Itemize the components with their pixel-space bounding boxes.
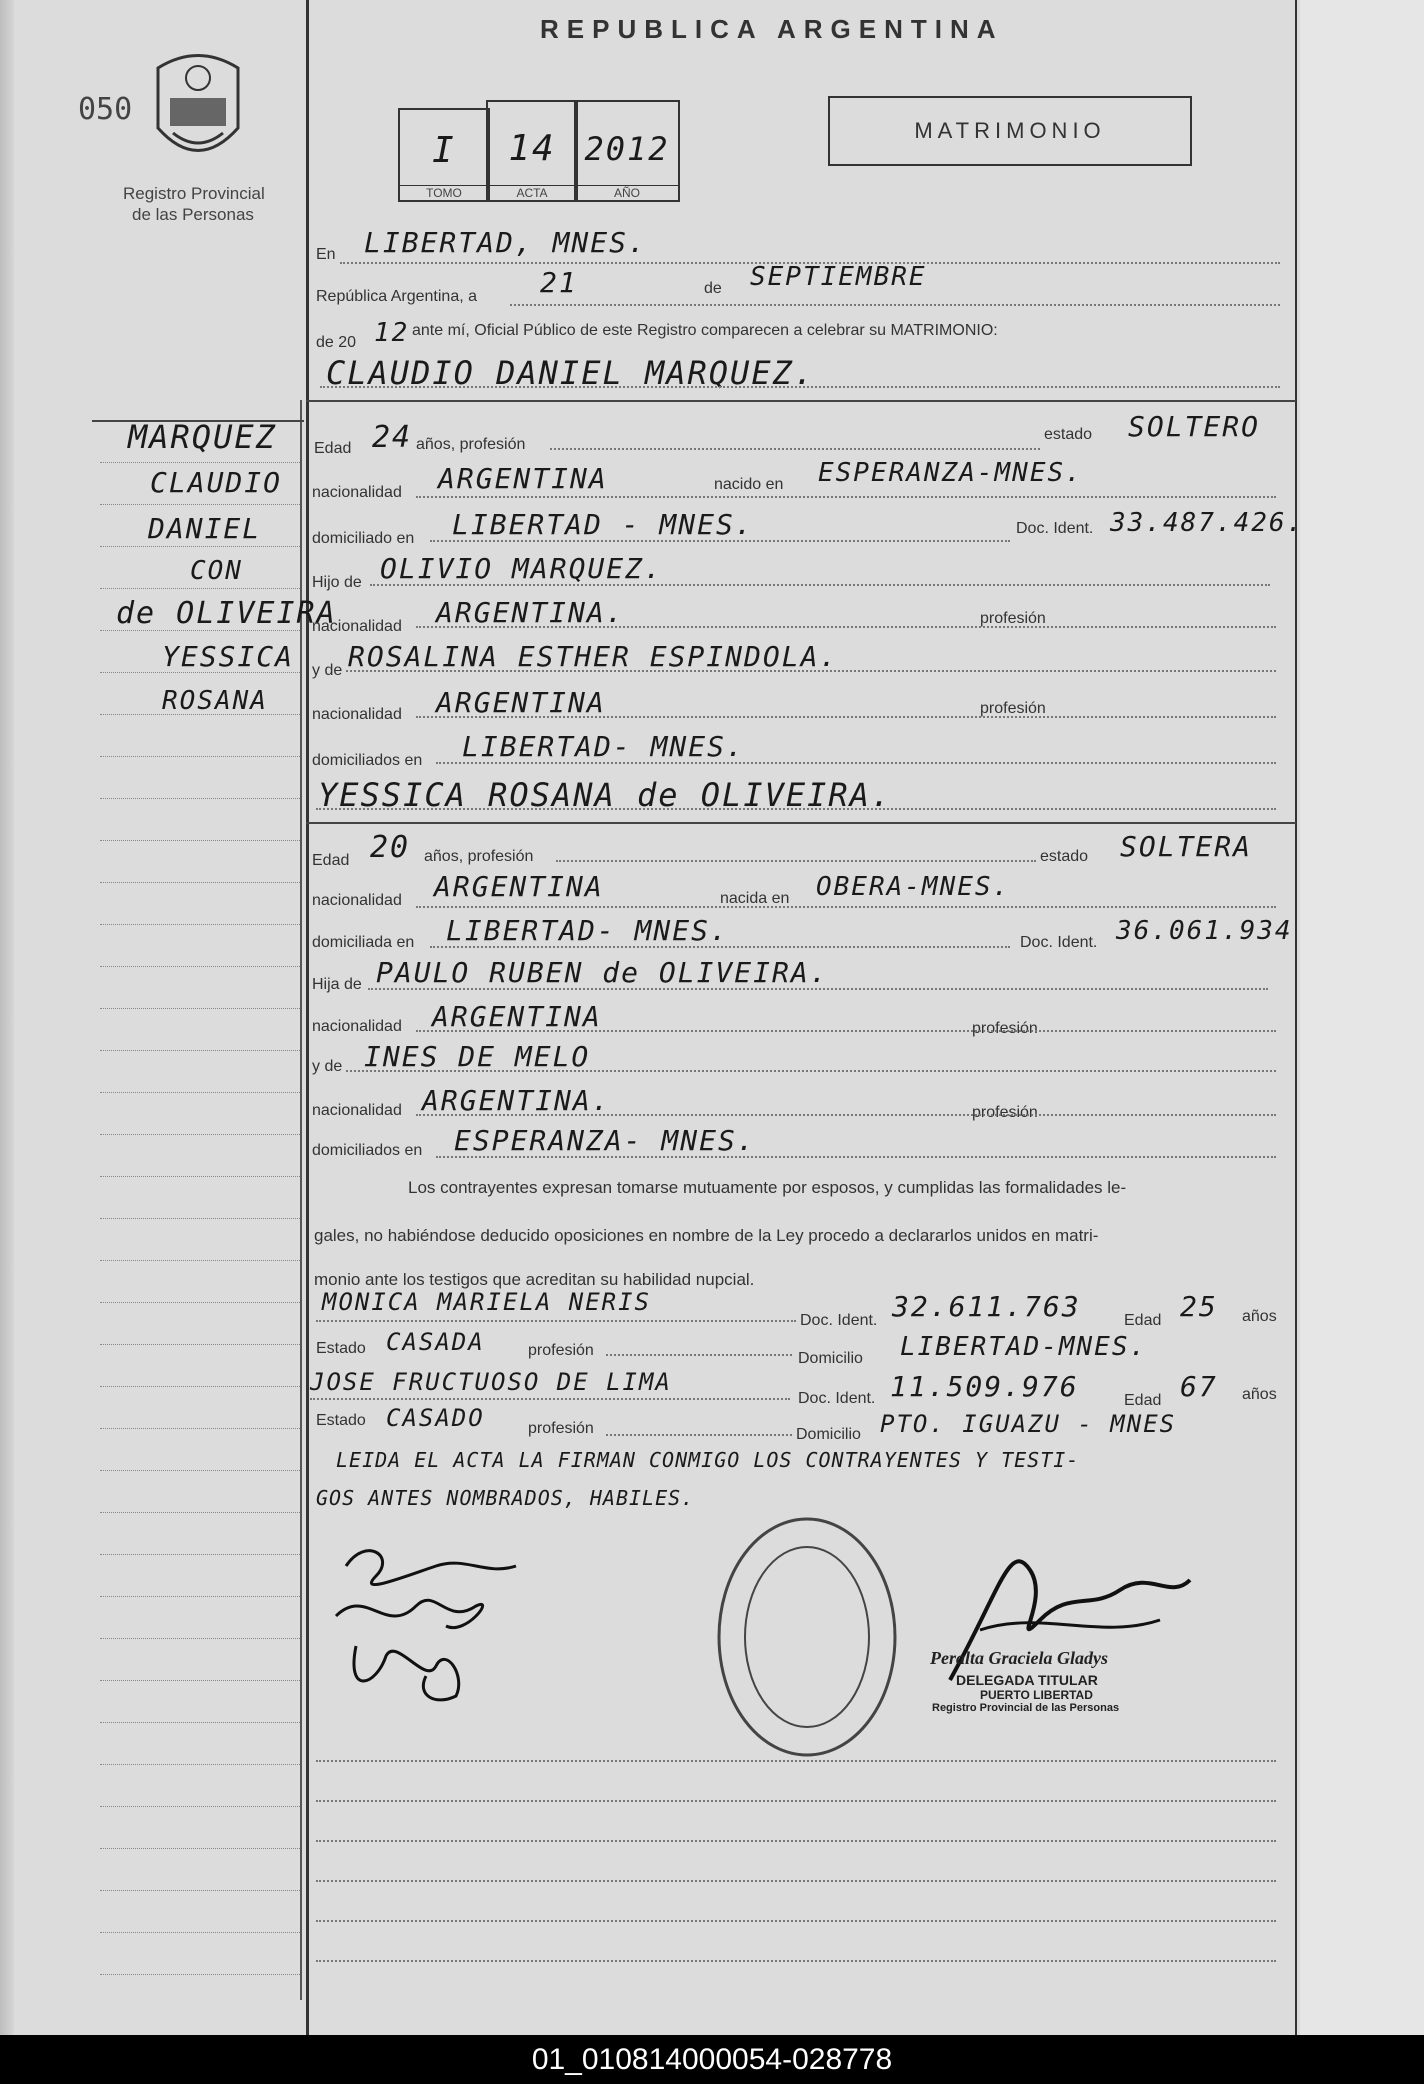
tomo-box <box>398 108 490 202</box>
groom-nac: ARGENTINA <box>438 462 608 495</box>
margin-ruled-line <box>100 1428 300 1429</box>
margin-ruled-line <box>100 462 300 463</box>
tomo-value: I <box>432 130 456 171</box>
month-de-label: de <box>704 280 722 297</box>
bride-doc: 36.061.934 <box>1116 916 1293 946</box>
witness2-estado-label: Estado <box>316 1412 366 1429</box>
inner-margin-rule <box>300 400 302 2000</box>
groom-mother: ROSALINA ESTHER ESPINDOLA. <box>348 640 839 673</box>
day-value: 21 <box>540 266 578 299</box>
groom-doc-label: Doc. Ident. <box>1016 520 1094 537</box>
bride-dom-label: domiciliada en <box>312 934 415 951</box>
witness1-estado: CASADA <box>386 1328 485 1356</box>
bride-estado-label: estado <box>1040 848 1089 865</box>
official-title: DELEGADA TITULAR <box>956 1672 1098 1688</box>
groom-mother-line <box>346 670 1276 672</box>
republica-label: República Argentina, a <box>316 288 477 305</box>
groom-mother-nac-line <box>416 716 1276 718</box>
acta-value: 14 <box>508 128 556 169</box>
witness1-estado-label: Estado <box>316 1340 366 1357</box>
margin-ruled-line <box>100 1050 300 1051</box>
section-rule-1 <box>306 400 1296 402</box>
margin-ruled-line <box>100 1218 300 1219</box>
witness2-prof-line <box>606 1434 792 1436</box>
margin-ruled-line <box>100 1596 300 1597</box>
acta-label: ACTA <box>488 185 576 200</box>
margin-ruled-line <box>100 798 300 799</box>
margin-ruled-line <box>100 1260 300 1261</box>
registry-name-line-1: Registro Provincial <box>123 184 265 203</box>
margin-ruled-line <box>100 1890 300 1891</box>
body-ruled-line <box>316 1840 1276 1842</box>
witness1-domicilio-label: Domicilio <box>798 1350 863 1367</box>
official-name: Peralta Graciela Gladys <box>930 1648 1108 1668</box>
margin-ruled-line <box>100 504 300 505</box>
body-ruled-line <box>316 1960 1276 1962</box>
margin-ruled-line <box>100 1092 300 1093</box>
bride-nac-label: nacionalidad <box>312 892 402 909</box>
scan-footer-id: 01_010814000054-028778 <box>0 2035 1424 2084</box>
bride-mother-nac-label: nacionalidad <box>312 1102 402 1119</box>
witness1-edad: 25 <box>1180 1290 1218 1323</box>
en-label: En <box>316 246 336 263</box>
witness2-doc: 11.509.976 <box>890 1370 1079 1403</box>
bride-full-name: YESSICA ROSANA de OLIVEIRA. <box>318 776 893 814</box>
folio-number: 050 <box>78 92 133 127</box>
bride-name-line <box>316 808 1276 810</box>
margin-ruled-line <box>100 924 300 925</box>
groom-estado: SOLTERO <box>1128 410 1261 443</box>
witness1-domicilio: LIBERTAD-MNES. <box>900 1332 1148 1362</box>
groom-parents-dom: LIBERTAD- MNES. <box>462 730 745 763</box>
anio-box <box>574 100 680 202</box>
groom-anios-label: años, profesión <box>416 436 526 453</box>
groom-father-nac-line <box>416 626 1276 628</box>
doc-type-label: MATRIMONIO <box>914 118 1106 143</box>
groom-nac-label: nacionalidad <box>312 484 402 501</box>
margin-ruled-line <box>100 1134 300 1135</box>
groom-hijo-label: Hijo de <box>312 574 362 591</box>
groom-nacido: ESPERANZA-MNES. <box>818 458 1083 488</box>
witness2-domicilio: PTO. IGUAZU - MNES <box>880 1410 1177 1438</box>
groom-parents-dom-label: domiciliados en <box>312 752 423 769</box>
margin-name-5: de OLIVEIRA <box>116 596 337 631</box>
date-line <box>510 304 1280 306</box>
body-ruled-line <box>316 1760 1276 1762</box>
bride-father-nac: ARGENTINA <box>432 1000 602 1033</box>
witness1-doc: 32.611.763 <box>892 1290 1081 1323</box>
margin-name-1: MARQUEZ <box>128 418 277 456</box>
bride-mother: INES DE MELO <box>364 1040 591 1073</box>
margin-ruled-line <box>100 1638 300 1639</box>
witness2-profesion-label: profesión <box>528 1420 594 1437</box>
margin-ruled-line <box>100 1470 300 1471</box>
intro-text: ante mí, Oficial Público de este Registro comparecen a celebrar su MATRIMONIO: <box>412 322 998 339</box>
groom-dom-line <box>430 540 1010 542</box>
bride-anios-label: años, profesión <box>424 848 534 865</box>
province-seal-icon <box>148 48 248 170</box>
groom-yde-label: y de <box>312 662 343 679</box>
bride-father-nac-label: nacionalidad <box>312 1018 402 1035</box>
witness1-prof-line <box>606 1354 792 1356</box>
groom-prof-line <box>550 448 1040 450</box>
witness2-domicilio-label: Domicilio <box>796 1426 861 1443</box>
witness2-anios-label: años <box>1242 1386 1277 1403</box>
acta-box <box>486 100 578 202</box>
official-office: PUERTO LIBERTAD <box>980 1688 1093 1702</box>
bride-nac: ARGENTINA <box>434 870 604 903</box>
groom-parents-dom-line <box>436 762 1276 764</box>
tomo-label: TOMO <box>400 185 488 200</box>
margin-name-6: YESSICA <box>162 640 295 673</box>
bride-father-line <box>368 988 1268 990</box>
margin-name-3: DANIEL <box>148 512 262 545</box>
margin-ruled-line <box>100 630 300 631</box>
bride-mother-nac: ARGENTINA. <box>422 1084 611 1117</box>
margin-name-2: CLAUDIO <box>150 466 283 499</box>
margin-ruled-line <box>100 672 300 673</box>
margin-ruled-line <box>100 1512 300 1513</box>
body-ruled-line <box>316 1880 1276 1882</box>
groom-edad: 24 <box>372 420 413 455</box>
witness1-anios-label: años <box>1242 1308 1277 1325</box>
anio-value: 2012 <box>584 130 670 168</box>
margin-ruled-line <box>100 1932 300 1933</box>
anio-label: AÑO <box>576 185 678 200</box>
official-registry: Registro Provincial de las Personas <box>932 1702 1120 1714</box>
bride-parents-dom: ESPERANZA- MNES. <box>454 1124 756 1157</box>
witness1-edad-label: Edad <box>1124 1312 1162 1329</box>
bride-yde-label: y de <box>312 1058 343 1075</box>
margin-ruled-line <box>100 1722 300 1723</box>
margin-ruled-line <box>100 882 300 883</box>
declaration-line-3: monio ante los testigos que acreditan su habilidad nupcial. <box>314 1270 755 1289</box>
margin-ruled-line <box>100 714 300 715</box>
witness2-estado: CASADO <box>386 1404 485 1432</box>
groom-father-prof-label: profesión <box>980 610 1046 627</box>
month-value: SEPTIEMBRE <box>750 262 927 292</box>
margin-ruled-line <box>100 840 300 841</box>
bride-nacida: OBERA-MNES. <box>816 872 1011 902</box>
bride-mother-line <box>346 1070 1276 1072</box>
groom-father-nac: ARGENTINA. <box>436 596 625 629</box>
declaration-line-2: gales, no habiéndose deducido oposiciones en nombre de la Ley procedo a declararlos unidos en matri- <box>314 1226 1099 1245</box>
margin-ruled-line <box>100 1806 300 1807</box>
bride-nacida-label: nacida en <box>720 890 790 907</box>
margin-top-rule <box>92 420 304 422</box>
groom-doc: 33.487.426. <box>1110 508 1305 538</box>
groom-nac-line <box>416 496 1276 498</box>
doc-type-box <box>828 96 1192 166</box>
contrayentes-signatures <box>316 1536 556 1716</box>
contrayente-name: CLAUDIO DANIEL MARQUEZ. <box>326 354 816 392</box>
witness1-doc-label: Doc. Ident. <box>800 1312 878 1329</box>
bride-nac-line <box>416 906 1276 908</box>
contrayente-line <box>320 386 1280 388</box>
declaration-line-1: Los contrayentes expresan tomarse mutuamente por esposos, y cumplidas las formalidades le- <box>408 1178 1127 1197</box>
witness2-edad-label: Edad <box>1124 1392 1162 1409</box>
groom-father-nac-label: nacionalidad <box>312 618 402 635</box>
bride-father-prof-label: profesión <box>972 1020 1038 1037</box>
closing-line-1: LEIDA EL ACTA LA FIRMAN CONMIGO LOS CONTRAYENTES Y TESTI- <box>336 1448 1080 1472</box>
bride-estado: SOLTERA <box>1120 830 1253 863</box>
witness1-profesion-label: profesión <box>528 1342 594 1359</box>
body-ruled-line <box>316 1920 1276 1922</box>
margin-ruled-line <box>100 1302 300 1303</box>
witness2-name-line <box>310 1398 790 1400</box>
bride-father-nac-line <box>416 1030 1276 1032</box>
margin-ruled-line <box>100 546 300 547</box>
margin-ruled-line <box>100 1764 300 1765</box>
bride-doc-label: Doc. Ident. <box>1020 934 1098 951</box>
witness2-doc-label: Doc. Ident. <box>798 1390 876 1407</box>
groom-mother-prof-label: profesión <box>980 700 1046 717</box>
bride-mother-prof-label: profesión <box>972 1104 1038 1121</box>
groom-dom: LIBERTAD - MNES. <box>452 508 754 541</box>
body-ruled-line <box>316 1800 1276 1802</box>
place-value: LIBERTAD, MNES. <box>364 226 647 259</box>
margin-ruled-line <box>100 588 300 589</box>
right-margin-rule <box>1295 0 1297 2035</box>
margin-name-4: CON <box>190 556 243 586</box>
section-rule-2 <box>306 822 1296 824</box>
country-title: REPUBLICA ARGENTINA <box>540 14 1004 44</box>
margin-ruled-line <box>100 1344 300 1345</box>
bride-edad: 20 <box>370 830 411 865</box>
bride-edad-label: Edad <box>312 852 350 869</box>
bride-dom: LIBERTAD- MNES. <box>446 914 729 947</box>
witness1-name-line <box>316 1320 796 1322</box>
groom-nacido-label: nacido en <box>714 476 784 493</box>
groom-father-line <box>370 584 1270 586</box>
year-prefix: de 20 <box>316 334 357 351</box>
margin-ruled-line <box>100 1680 300 1681</box>
bride-parents-dom-label: domiciliados en <box>312 1142 423 1159</box>
bride-prof-line <box>556 860 1036 862</box>
closing-line-2: GOS ANTES NOMBRADOS, HABILES. <box>316 1486 695 1510</box>
witness2-edad: 67 <box>1180 1370 1218 1403</box>
margin-ruled-line <box>100 1176 300 1177</box>
groom-estado-label: estado <box>1044 426 1093 443</box>
book-spine <box>0 0 14 2035</box>
registry-name-line-2: de las Personas <box>132 205 254 224</box>
margin-ruled-line <box>100 1848 300 1849</box>
year-suffix: 12 <box>374 318 410 348</box>
groom-dom-label: domiciliado en <box>312 530 415 547</box>
witness1-name: MONICA MARIELA NERIS <box>322 1288 651 1316</box>
groom-edad-label: Edad <box>314 440 352 457</box>
margin-ruled-line <box>100 1008 300 1009</box>
left-margin-rule <box>306 0 309 2035</box>
bride-father: PAULO RUBEN de OLIVEIRA. <box>376 956 829 989</box>
groom-mother-nac-label: nacionalidad <box>312 706 402 723</box>
margin-ruled-line <box>100 966 300 967</box>
bride-mother-nac-line <box>416 1114 1276 1116</box>
margin-name-7: ROSANA <box>162 686 268 716</box>
witness2-name: JOSE FRUCTUOSO DE LIMA <box>310 1368 672 1396</box>
bride-dom-line <box>430 946 1010 948</box>
bride-hija-label: Hija de <box>312 976 362 993</box>
civil-registry-seal-stamp <box>712 1512 902 1762</box>
margin-ruled-line <box>100 1554 300 1555</box>
groom-mother-nac: ARGENTINA <box>436 686 606 719</box>
margin-ruled-line <box>100 1386 300 1387</box>
margin-ruled-line <box>100 756 300 757</box>
bride-parents-dom-line <box>436 1156 1276 1158</box>
groom-father: OLIVIO MARQUEZ. <box>380 552 663 585</box>
margin-ruled-line <box>100 1974 300 1975</box>
